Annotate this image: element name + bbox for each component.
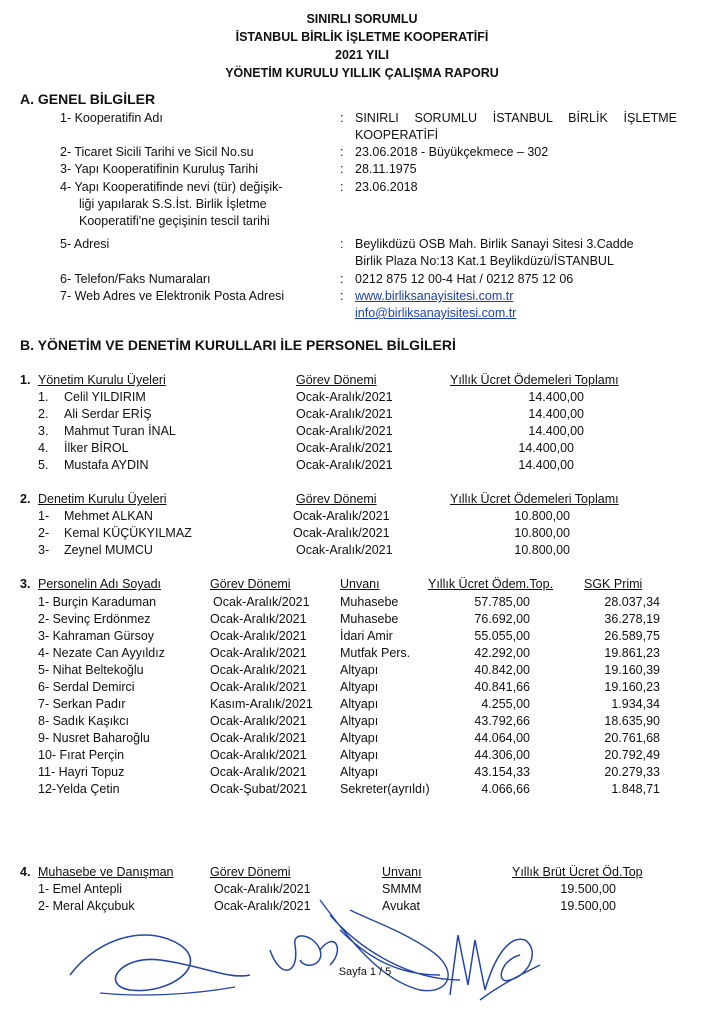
board-row-no: 3. (38, 424, 49, 438)
staff-row-pay: 44.306,00 (474, 748, 530, 762)
audit-row-amount: 10.800,00 (514, 543, 570, 557)
audit-row-period: Ocak-Aralık/2021 (296, 543, 393, 557)
email-link[interactable]: info@birliksanayisitesi.com.tr (355, 306, 517, 320)
a5-value-2: Birlik Plaza No:13 Kat.1 Beylikdüzü/İSTANBUL (355, 254, 614, 268)
board-row-period: Ocak-Aralık/2021 (296, 458, 393, 472)
staff-row-period: Ocak-Aralık/2021 (210, 680, 307, 694)
staff-row-pay: 40.841,66 (474, 680, 530, 694)
audit-col-total: Yıllık Ücret Ödemeleri Toplamı (450, 492, 619, 506)
audit-row-period: Ocak-Aralık/2021 (293, 509, 390, 523)
a6-label: 6- Telefon/Faks Numaraları (60, 272, 211, 286)
board-row-amount: 14.400,00 (528, 407, 584, 421)
board-row-amount: 14.400,00 (528, 390, 584, 404)
a3-sep: : (340, 162, 344, 176)
website-link[interactable]: www.birliksanayisitesi.com.tr (355, 289, 514, 303)
audit-row-name: Zeynel MUMCU (64, 543, 153, 557)
staff-row-period: Ocak-Aralık/2021 (210, 612, 307, 626)
staff-row-title: Altyapı (340, 765, 379, 779)
signature-1 (60, 915, 260, 1005)
board-row-no: 2. (38, 407, 49, 421)
board-row-period: Ocak-Aralık/2021 (296, 424, 393, 438)
a4-label-2: liği yapılarak S.S.İst. Birlik İşletme (79, 197, 267, 211)
staff-row-pay: 55.055,00 (474, 629, 530, 643)
staff-row-period: Ocak-Aralık/2021 (210, 646, 307, 660)
staff-row-period: Ocak-Aralık/2021 (210, 714, 307, 728)
a7-label: 7- Web Adres ve Elektronik Posta Adresi (60, 289, 285, 303)
board-row-amount: 14.400,00 (528, 424, 584, 438)
a5-sep: : (340, 237, 344, 251)
advisor-row-amount: 19.500,00 (560, 882, 616, 896)
staff-row-title: Muhasebe (340, 595, 399, 609)
a2-label: 2- Ticaret Sicili Tarihi ve Sicil No.su (60, 145, 254, 159)
staff-row-sgk: 20.792,49 (604, 748, 660, 762)
signature-4 (440, 915, 550, 1010)
audit-row-amount: 10.800,00 (514, 526, 570, 540)
board-row-no: 4. (38, 441, 49, 455)
board-row-period: Ocak-Aralık/2021 (296, 407, 393, 421)
audit-row-name: Kemal KÜÇÜKYILMAZ (64, 526, 192, 540)
board-row-no: 5. (38, 458, 49, 472)
header-line-2: İSTANBUL BİRLİK İŞLETME KOOPERATİFİ (235, 30, 489, 44)
audit-num: 2. (20, 492, 31, 506)
staff-row-title: Altyapı (340, 714, 379, 728)
advisor-row-period: Ocak-Aralık/2021 (214, 899, 311, 913)
staff-num: 3. (20, 577, 31, 591)
board-row-name: Celil YILDIRIM (64, 390, 146, 404)
board-row-amount: 14.400,00 (518, 458, 574, 472)
staff-row-title: Mutfak Pers. (340, 646, 411, 660)
staff-row-name: 4- Nezate Can Ayyıldız (38, 646, 165, 660)
staff-row-pay: 76.692,00 (474, 612, 530, 626)
staff-row-pay: 4.066,66 (481, 782, 530, 796)
staff-row-period: Ocak-Aralık/2021 (210, 731, 307, 745)
board-col-period: Görev Dönemi (296, 373, 377, 387)
staff-row-name: 5- Nihat Beltekoğlu (38, 663, 144, 677)
audit-row-amount: 10.800,00 (514, 509, 570, 523)
page-number: Sayfa 1 / 5 (338, 966, 392, 978)
board-row-name: İlker BİROL (64, 441, 129, 455)
staff-row-pay: 57.785,00 (474, 595, 530, 609)
board-row-name: Ali Serdar ERİŞ (64, 407, 152, 421)
advisor-row-title: SMMM (382, 882, 422, 896)
staff-row-period: Ocak-Aralık/2021 (210, 748, 307, 762)
a6-sep: : (340, 272, 344, 286)
staff-col-title: Unvanı (340, 577, 380, 591)
staff-row-name: 3- Kahraman Gürsoy (38, 629, 155, 643)
advisors-num: 4. (20, 865, 31, 879)
board-row-name: Mahmut Turan İNAL (64, 424, 176, 438)
staff-row-sgk: 20.761,68 (604, 731, 660, 745)
a1-sep: : (340, 111, 344, 125)
section-b-title: B. YÖNETİM VE DENETİM KURULLARI İLE PERSONEL BİLGİLERİ (20, 337, 456, 353)
a3-value: 28.11.1975 (355, 162, 417, 176)
board-num: 1. (20, 373, 31, 387)
staff-row-title: İdari Amir (340, 629, 393, 643)
board-row-amount: 14.400,00 (518, 441, 574, 455)
board-row-no: 1. (38, 390, 49, 404)
staff-row-title: Altyapı (340, 697, 379, 711)
board-col-members: Yönetim Kurulu Üyeleri (38, 373, 166, 387)
a5-value: Beylikdüzü OSB Mah. Birlik Sanayi Sitesi 3.Cadde (355, 237, 634, 251)
board-col-total: Yıllık Ücret Ödemeleri Toplamı (450, 373, 619, 387)
staff-row-name: 10- Fırat Perçin (38, 748, 125, 762)
staff-row-name: 6- Serdal Demirci (38, 680, 135, 694)
audit-row-name: Mehmet ALKAN (64, 509, 153, 523)
board-row-name: Mustafa AYDIN (64, 458, 149, 472)
staff-col-name: Personelin Adı Soyadı (38, 577, 161, 591)
advisor-row-name: 2- Meral Akçubuk (38, 899, 135, 913)
audit-row-period: Ocak-Aralık/2021 (293, 526, 390, 540)
a6-value: 0212 875 12 00-4 Hat / 0212 875 12 06 (355, 272, 574, 286)
a4-value: 23.06.2018 (355, 180, 418, 194)
audit-row-no: 2- (38, 526, 50, 540)
staff-row-sgk: 26.589,75 (604, 629, 660, 643)
a2-sep: : (340, 145, 344, 159)
staff-row-period: Ocak-Aralık/2021 (210, 663, 307, 677)
staff-row-name: 2- Sevinç Erdönmez (38, 612, 151, 626)
staff-col-pay: Yıllık Ücret Ödem.Top. (428, 577, 554, 591)
staff-row-title: Altyapı (340, 731, 379, 745)
staff-row-name: 11- Hayri Topuz (38, 765, 125, 779)
header-line-1: SINIRLI SORUMLU (306, 12, 418, 26)
board-row-period: Ocak-Aralık/2021 (296, 390, 393, 404)
audit-col-period: Görev Dönemi (296, 492, 377, 506)
staff-row-name: 1- Burçin Karaduman (38, 595, 157, 609)
staff-row-sgk: 28.037,34 (604, 595, 660, 609)
section-a-title: A. GENEL BİLGİLER (20, 91, 156, 107)
staff-row-sgk: 18.635,90 (604, 714, 660, 728)
staff-row-title: Altyapı (340, 748, 379, 762)
staff-col-sgk: SGK Primi (584, 577, 643, 591)
staff-row-title: Muhasebe (340, 612, 399, 626)
a1-value-2: KOOPERATİFİ (355, 128, 439, 142)
staff-row-pay: 43.154,33 (474, 765, 530, 779)
staff-row-period: Ocak-Aralık/2021 (210, 629, 307, 643)
staff-row-sgk: 19.160,39 (604, 663, 660, 677)
advisors-col-title: Unvanı (382, 865, 422, 879)
advisors-col-period: Görev Dönemi (210, 865, 291, 879)
advisor-row-title: Avukat (382, 899, 420, 913)
staff-row-period: Kasım-Aralık/2021 (210, 697, 313, 711)
staff-row-sgk: 19.160,23 (604, 680, 660, 694)
staff-row-sgk: 19.861,23 (604, 646, 660, 660)
a4-label-3: Kooperatifi'ne geçişinin tescil tarihi (79, 214, 270, 228)
audit-row-no: 1- (38, 509, 50, 523)
a1-label: 1- Kooperatifin Adı (60, 111, 163, 125)
staff-row-title: Altyapı (340, 663, 379, 677)
staff-row-sgk: 1.848,71 (611, 782, 660, 796)
staff-row-pay: 4.255,00 (481, 697, 530, 711)
advisors-col-name: Muhasebe ve Danışman (38, 865, 174, 879)
audit-row-no: 3- (38, 543, 50, 557)
a7-sep: : (340, 289, 344, 303)
staff-row-pay: 40.842,00 (474, 663, 530, 677)
advisor-row-period: Ocak-Aralık/2021 (214, 882, 311, 896)
staff-row-pay: 42.292,00 (474, 646, 530, 660)
header-line-3: 2021 YILI (335, 48, 389, 62)
staff-row-title: Sekreter(ayrıldı) (340, 782, 430, 796)
a1-value: SINIRLI SORUMLU İSTANBUL BİRLİK İŞLETME (355, 111, 677, 125)
staff-row-period: Ocak-Aralık/2021 (213, 595, 310, 609)
a3-label: 3- Yapı Kooperatifinin Kuruluş Tarihi (60, 162, 259, 176)
board-row-period: Ocak-Aralık/2021 (296, 441, 393, 455)
advisors-col-total: Yıllık Brüt Ücret Öd.Top (512, 865, 643, 879)
staff-row-name: 8- Sadık Kaşıkcı (38, 714, 130, 728)
a5-label: 5- Adresi (60, 237, 110, 251)
staff-row-pay: 44.064,00 (474, 731, 530, 745)
staff-row-sgk: 1.934,34 (611, 697, 660, 711)
a2-value: 23.06.2018 - Büyükçekmece – 302 (355, 145, 549, 159)
staff-row-sgk: 36.278,19 (604, 612, 660, 626)
staff-row-title: Altyapı (340, 680, 379, 694)
staff-row-period: Ocak-Aralık/2021 (210, 765, 307, 779)
header-line-4: YÖNETİM KURULU YILLIK ÇALIŞMA RAPORU (225, 66, 499, 80)
a4-label: 4- Yapı Kooperatifinde nevi (tür) değişik- (60, 180, 283, 194)
staff-row-name: 12-Yelda Çetin (38, 782, 120, 796)
staff-row-name: 9- Nusret Baharoğlu (38, 731, 150, 745)
a4-sep: : (340, 180, 344, 194)
staff-row-name: 7- Serkan Padır (38, 697, 126, 711)
advisor-row-name: 1- Emel Antepli (38, 882, 123, 896)
staff-row-pay: 43.792,66 (474, 714, 530, 728)
audit-col-members: Denetim Kurulu Üyeleri (38, 492, 167, 506)
staff-row-sgk: 20.279,33 (604, 765, 660, 779)
staff-row-period: Ocak-Şubat/2021 (210, 782, 308, 796)
advisor-row-amount: 19.500,00 (560, 899, 616, 913)
staff-col-period: Görev Dönemi (210, 577, 291, 591)
